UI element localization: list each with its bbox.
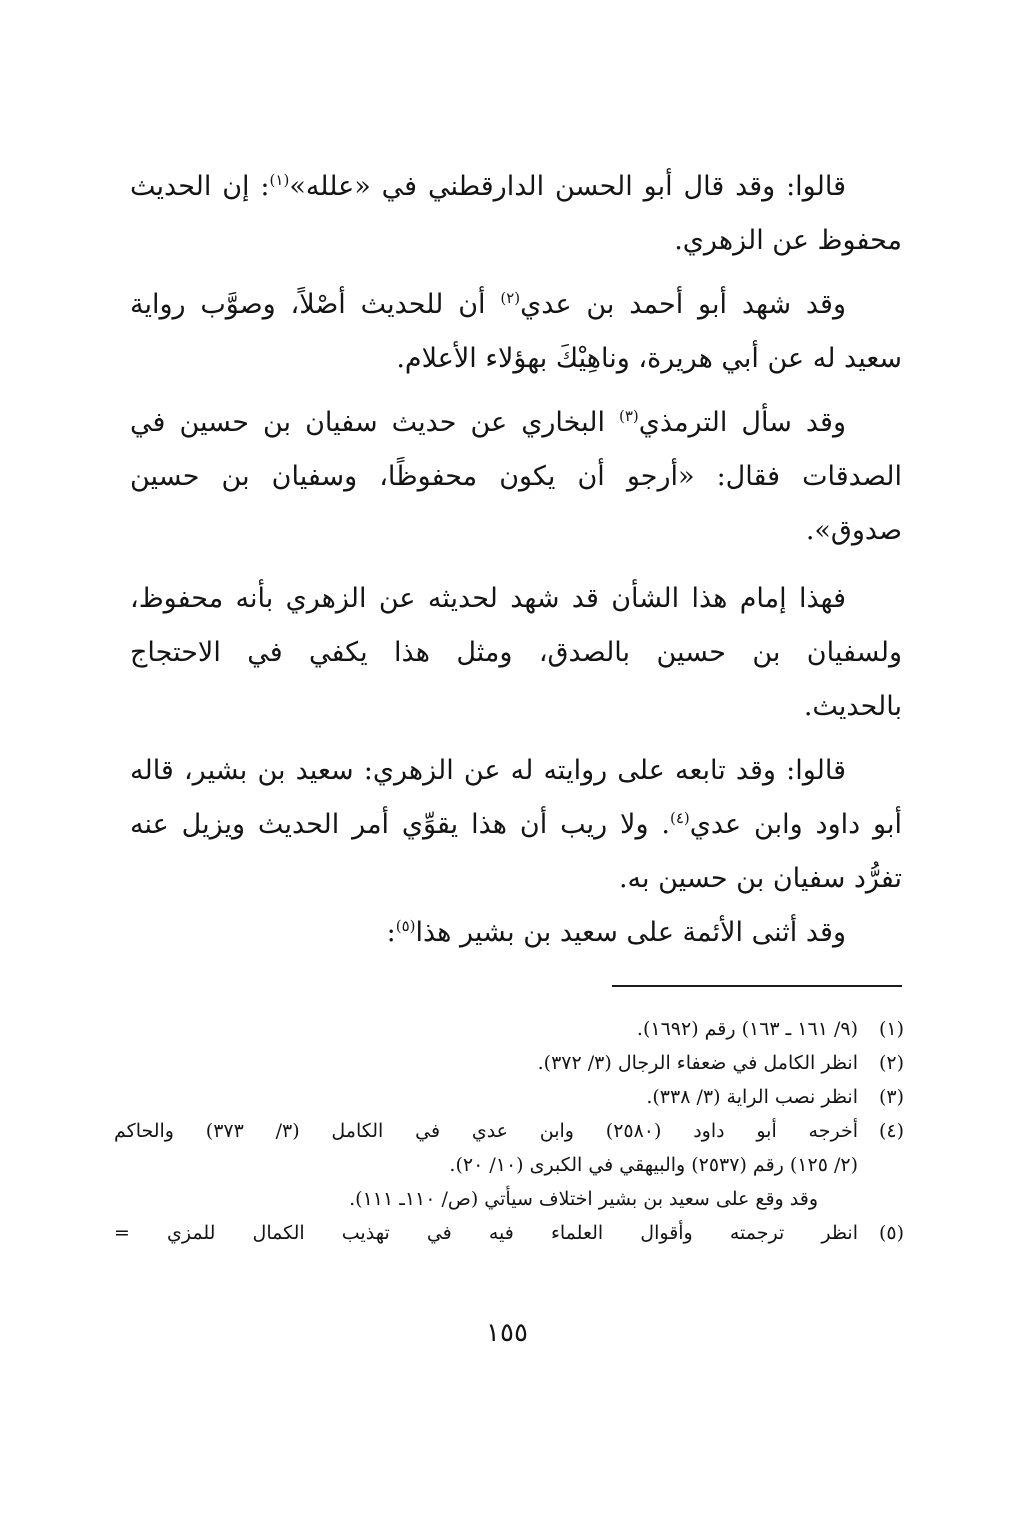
text-run: وقد سأل الترمذي	[638, 407, 846, 438]
paragraph-line	[130, 906, 902, 960]
text-run: : إن الحديث	[130, 171, 270, 202]
footnote-ref-3[interactable]: (٣)	[619, 407, 639, 425]
footnote-ref-1[interactable]: (١)	[269, 171, 290, 189]
footnote-number: (٣)	[878, 1086, 904, 1108]
paragraph-line: سعيد له عن أبي هريرة، وناهِيْكَ بهؤلاء الأعلام.	[396, 343, 902, 374]
paragraph-2	[130, 278, 902, 386]
footnote-number: (٢)	[878, 1052, 904, 1074]
paragraph-line	[130, 160, 902, 214]
footnote-3	[114, 1080, 904, 1114]
paragraph-line: صدوق».	[805, 515, 902, 546]
paragraph-line: قالوا: وقد تابعه على روايته له عن الزهري: سعيد بن بشير، قاله	[130, 755, 847, 786]
footnote-4	[114, 1114, 904, 1216]
footnote-2	[114, 1046, 904, 1080]
text-run: . ولا ريب أن هذا يقوِّي أمر الحديث ويزيل عنه	[130, 809, 670, 840]
footnote-ref-2[interactable]: (٢)	[500, 289, 521, 307]
paragraph-line: ولسفيان بن حسين بالصدق، ومثل هذا يكفي في الاحتجاج	[130, 637, 902, 668]
paragraph-1	[130, 160, 902, 268]
footnote-number: (٥)	[878, 1222, 904, 1244]
paragraph-line	[130, 396, 902, 450]
footnote-line: وقد وقع على سعيد بن بشير اختلاف سيأتي (ص/ ١١٠ـ ١١١).	[349, 1188, 818, 1210]
footnote-line: انظر نصب الراية (٣/ ٣٣٨).	[646, 1086, 858, 1108]
footnotes	[114, 1012, 904, 1250]
main-text	[130, 160, 902, 960]
footnote-line: (٢/ ١٢٥) رقم (٢٥٣٧) والبيهقي في الكبرى (١٠/ ٢٠).	[449, 1154, 858, 1176]
paragraph-line: تفرُّد سفيان بن حسين به.	[618, 863, 902, 894]
text-run: أن للحديث أصْلاً، وصوَّب رواية	[130, 289, 501, 320]
text-run: وقد أثنى الأئمة على سعيد بن بشير هذا	[415, 917, 846, 948]
footnote-text	[114, 1046, 858, 1080]
page-number: ١٥٥	[486, 1318, 528, 1348]
text-run: قالوا: وقد قال أبو الحسن الدارقطني في «علله»	[289, 171, 846, 202]
footnote-5	[114, 1216, 904, 1250]
paragraph-line	[130, 278, 902, 332]
paragraph-3	[130, 396, 902, 558]
footnote-text	[114, 1080, 858, 1114]
footnote-text	[114, 1216, 858, 1250]
footnote-text	[114, 1012, 858, 1046]
footnote-line: (٩/ ١٦١ ـ ١٦٣) رقم (١٦٩٢).	[636, 1018, 858, 1040]
text-run: البخاري عن حديث سفيان بن حسين في	[130, 407, 619, 438]
paragraph-line: فهذا إمام هذا الشأن قد شهد لحديثه عن الزهري بأنه محفوظ،	[130, 583, 846, 614]
paragraph-line	[130, 798, 902, 852]
paragraph-4	[130, 572, 902, 734]
paragraph-6	[130, 906, 902, 960]
paragraph-line: الصدقات فقال: «أرجو أن يكون محفوظًا، وسفيان بن حسين	[130, 461, 902, 492]
footnote-line: انظر ترجمته وأقوال العلماء فيه في تهذيب الكمال للمزي =	[114, 1222, 858, 1244]
footnote-text	[114, 1114, 858, 1216]
footnote-separator	[612, 985, 902, 987]
text-run: وقد شهد أبو أحمد بن عدي	[520, 289, 846, 320]
footnote-number: (٤)	[878, 1120, 904, 1142]
paragraph-5	[130, 744, 902, 906]
footnote-ref-4[interactable]: (٤)	[669, 809, 690, 827]
text-run: أبو داود وابن عدي	[689, 809, 902, 840]
footnote-ref-5[interactable]: (٥)	[395, 917, 416, 935]
paragraph-line: محفوظ عن الزهري.	[674, 225, 902, 256]
footnote-1	[114, 1012, 904, 1046]
paragraph-line: بالحديث.	[803, 691, 902, 722]
text-run: :	[386, 917, 396, 948]
footnote-line: انظر الكامل في ضعفاء الرجال (٣/ ٣٧٢).	[537, 1052, 858, 1074]
footnote-line: أخرجه أبو داود (٢٥٨٠) وابن عدي في الكامل (٣/ ٣٧٣) والحاكم	[114, 1120, 858, 1142]
footnote-number: (١)	[878, 1018, 904, 1040]
